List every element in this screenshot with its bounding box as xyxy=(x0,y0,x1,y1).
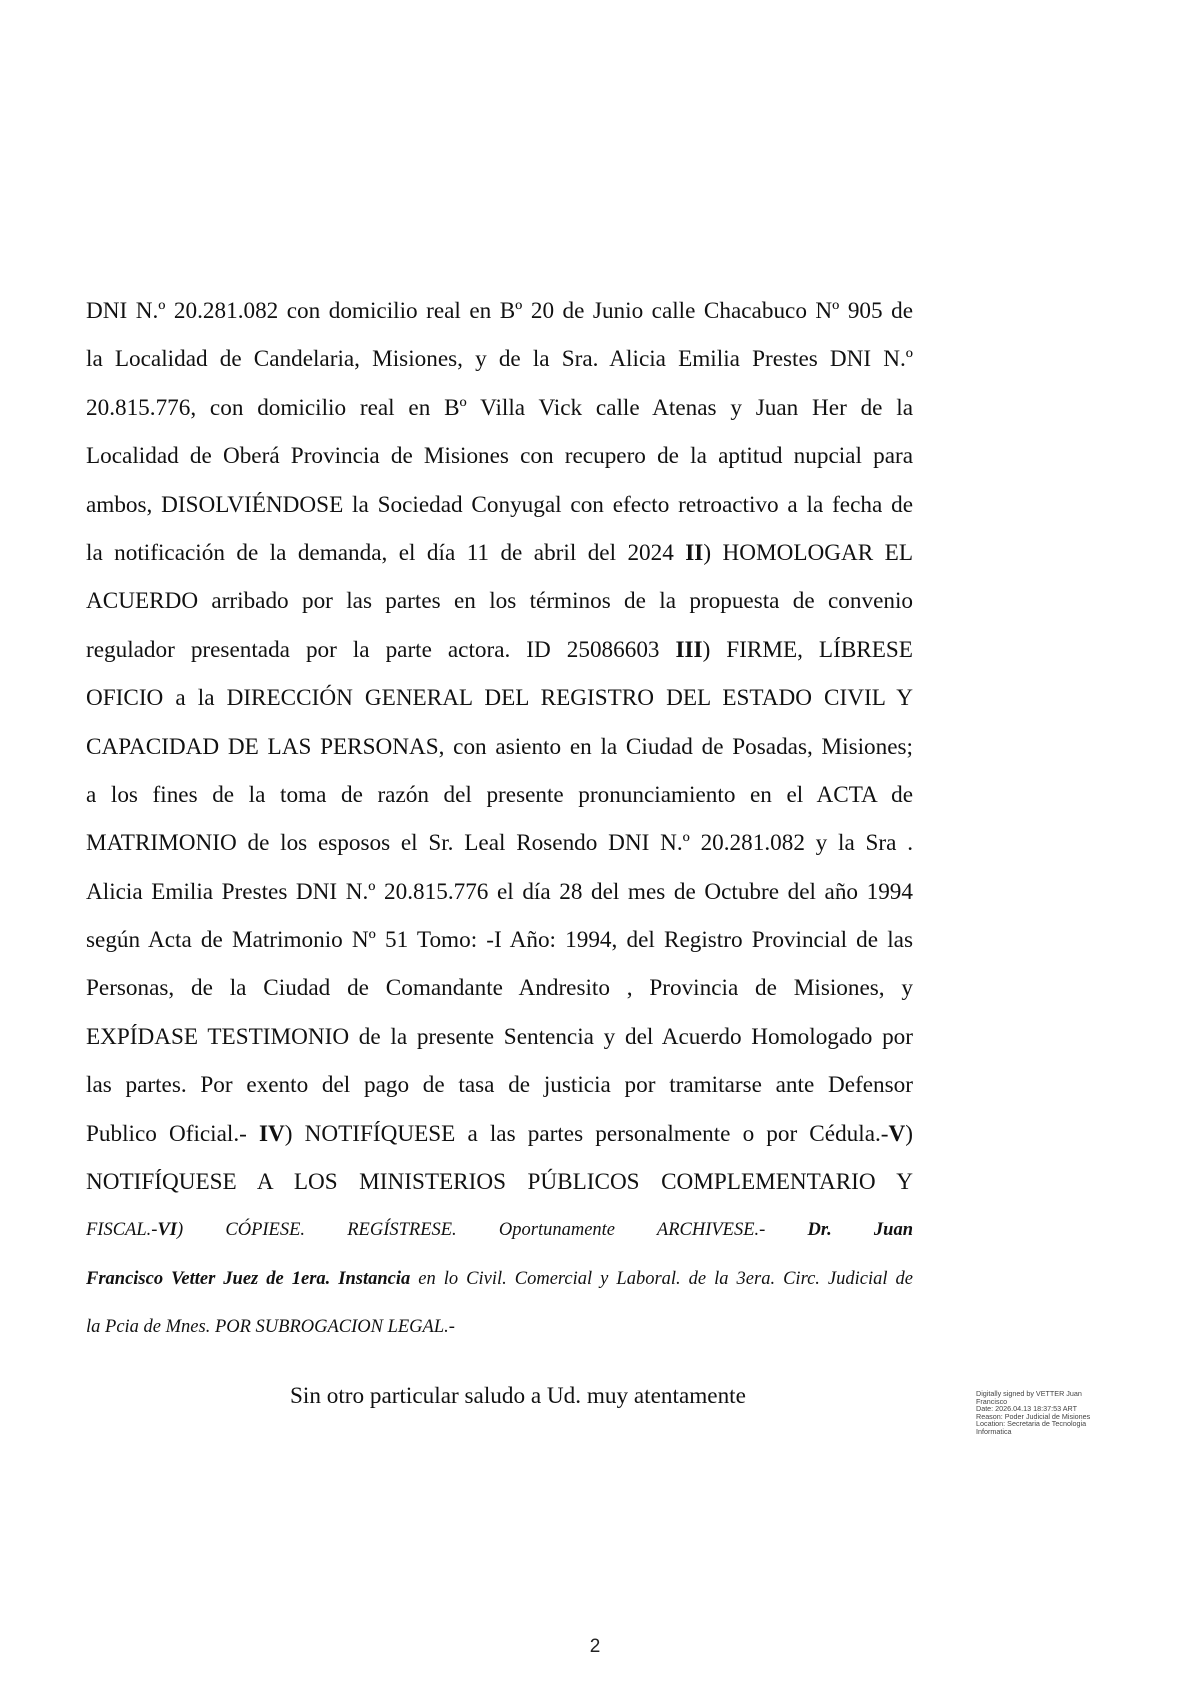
body-line xyxy=(86,626,913,674)
body-text-segment: la Localidad de Candelaria, Misiones, y de la Sra. Alicia Emilia Prestes DNI N.º xyxy=(86,346,913,373)
body-text-segment: FISCAL.- xyxy=(86,1220,158,1241)
body-line xyxy=(86,1158,913,1206)
body-line xyxy=(86,1110,913,1158)
body-line xyxy=(86,1255,913,1303)
body-text-segment: la Pcia de Mnes. POR SUBROGACION LEGAL.- xyxy=(86,1317,455,1338)
body-line xyxy=(86,819,913,867)
digital-signature-line: Reason: Poder Judicial de Misiones xyxy=(976,1411,1091,1421)
body-text-segment: según Acta de Matrimonio Nº 51 Tomo: -I Año: 1994, del Registro Provincial de las xyxy=(86,927,913,954)
digital-signature-line: Informatica xyxy=(976,1426,1012,1436)
body-text-segment: regulador presentada por la parte actora. ID 25086603 xyxy=(86,636,676,663)
body-text-segment: las partes. Por exento del pago de tasa de justicia por tramitarse ante Defensor xyxy=(86,1072,913,1099)
body-text-segment: NOTIFÍQUESE A LOS MINISTERIOS PÚBLICOS COMPLEMENTARIO Y xyxy=(86,1169,913,1196)
body-text-segment: ) NOTIFÍQUESE a las partes personalmente o por Cédula.- xyxy=(284,1120,889,1147)
body-text-segment: Dr. Juan xyxy=(807,1220,913,1241)
body-line xyxy=(86,529,913,577)
body-text-segment: CAPACIDAD DE LAS PERSONAS, con asiento en la Ciudad de Posadas, Misiones; xyxy=(86,733,913,760)
body-text-segment: DNI N.º 20.281.082 con domicilio real en Bº 20 de Junio calle Chacabuco Nº 905 de xyxy=(86,298,913,324)
body-text-segment: a los fines de la toma de razón del presente pronunciamiento en el ACTA de xyxy=(86,781,913,808)
body-text-segment: V xyxy=(888,1120,906,1147)
body-line xyxy=(86,384,913,432)
page-number: 2 xyxy=(589,1636,601,1657)
body-line xyxy=(86,674,913,722)
body-line xyxy=(86,335,913,383)
body-text-segment: Localidad de Oberá Provincia de Misiones con recupero de la aptitud nupcial para xyxy=(86,443,913,470)
body-text-segment: MATRIMONIO de los esposos el Sr. Leal Rosendo DNI N.º 20.281.082 y la Sra . xyxy=(86,830,913,857)
body-text-segment: la notificación de la demanda, el día 11 de abril del 2024 xyxy=(86,539,686,566)
digital-signature-line: Digitally signed by VETTER Juan xyxy=(976,1389,1082,1398)
body-text-segment: III xyxy=(675,636,703,663)
body-line xyxy=(86,1013,913,1061)
body-text-segment: en lo Civil. Comercial y Laboral. de la 3era. Circ. Judicial de xyxy=(410,1268,914,1289)
body-line xyxy=(86,287,913,335)
body-text-segment: OFICIO a la DIRECCIÓN GENERAL DEL REGISTRO DEL ESTADO CIVIL Y xyxy=(86,685,913,712)
body-text-segment: EXPÍDASE TESTIMONIO de la presente Sentencia y del Acuerdo Homologado por xyxy=(86,1023,913,1050)
body-line xyxy=(86,1206,913,1254)
body-text-segment: ) FIRME, LÍBRESE xyxy=(702,636,913,663)
body-line xyxy=(86,481,913,529)
body-text-segment: ) CÓPIESE. REGÍSTRESE. Oportunamente ARCHIVESE.- xyxy=(176,1220,808,1241)
body-text-segment: 20.815.776, con domicilio real en Bº Villa Vick calle Atenas y Juan Her de la xyxy=(86,394,913,421)
body-text-segment: II xyxy=(685,539,704,566)
resolution-body-text xyxy=(86,287,913,1352)
body-text-segment: ACUERDO arribado por las partes en los términos de la propuesta de convenio xyxy=(86,588,913,615)
body-text-segment: ambos, DISOLVIÉNDOSE la Sociedad Conyugal con efecto retroactivo a la fecha de xyxy=(86,491,913,518)
body-text-segment: Personas, de la Ciudad de Comandante Andresito , Provincia de Misiones, y xyxy=(86,975,913,1002)
body-line xyxy=(86,577,913,625)
digital-signature-line: Location: Secretaria de Tecnologia xyxy=(976,1419,1087,1429)
body-line xyxy=(86,432,913,480)
digital-signature-line: Francisco xyxy=(976,1396,1008,1406)
body-line xyxy=(86,1303,913,1351)
body-line xyxy=(86,1061,913,1109)
body-text-segment: Francisco Vetter Juez de 1era. Instancia xyxy=(86,1268,411,1289)
body-text-segment: Alicia Emilia Prestes DNI N.º 20.815.776 el día 28 del mes de Octubre del año 1994 xyxy=(86,878,913,905)
digital-signature-stamp xyxy=(976,1390,1116,1436)
digital-signature-line: Date: 2026.04.13 18:37:53 ART xyxy=(976,1404,1077,1414)
body-line xyxy=(86,964,913,1012)
body-line xyxy=(86,916,913,964)
body-line xyxy=(86,868,913,916)
body-text-segment: ) xyxy=(905,1120,913,1147)
closing-salutation: Sin otro particular saludo a Ud. muy atentamente xyxy=(290,1383,746,1409)
body-line xyxy=(86,771,913,819)
body-line xyxy=(86,723,913,771)
body-text-segment: Publico Oficial.- xyxy=(86,1120,259,1147)
body-text-segment: IV xyxy=(259,1120,285,1147)
body-text-segment: VI xyxy=(157,1220,177,1241)
body-text-segment: ) HOMOLOGAR EL xyxy=(703,539,913,566)
